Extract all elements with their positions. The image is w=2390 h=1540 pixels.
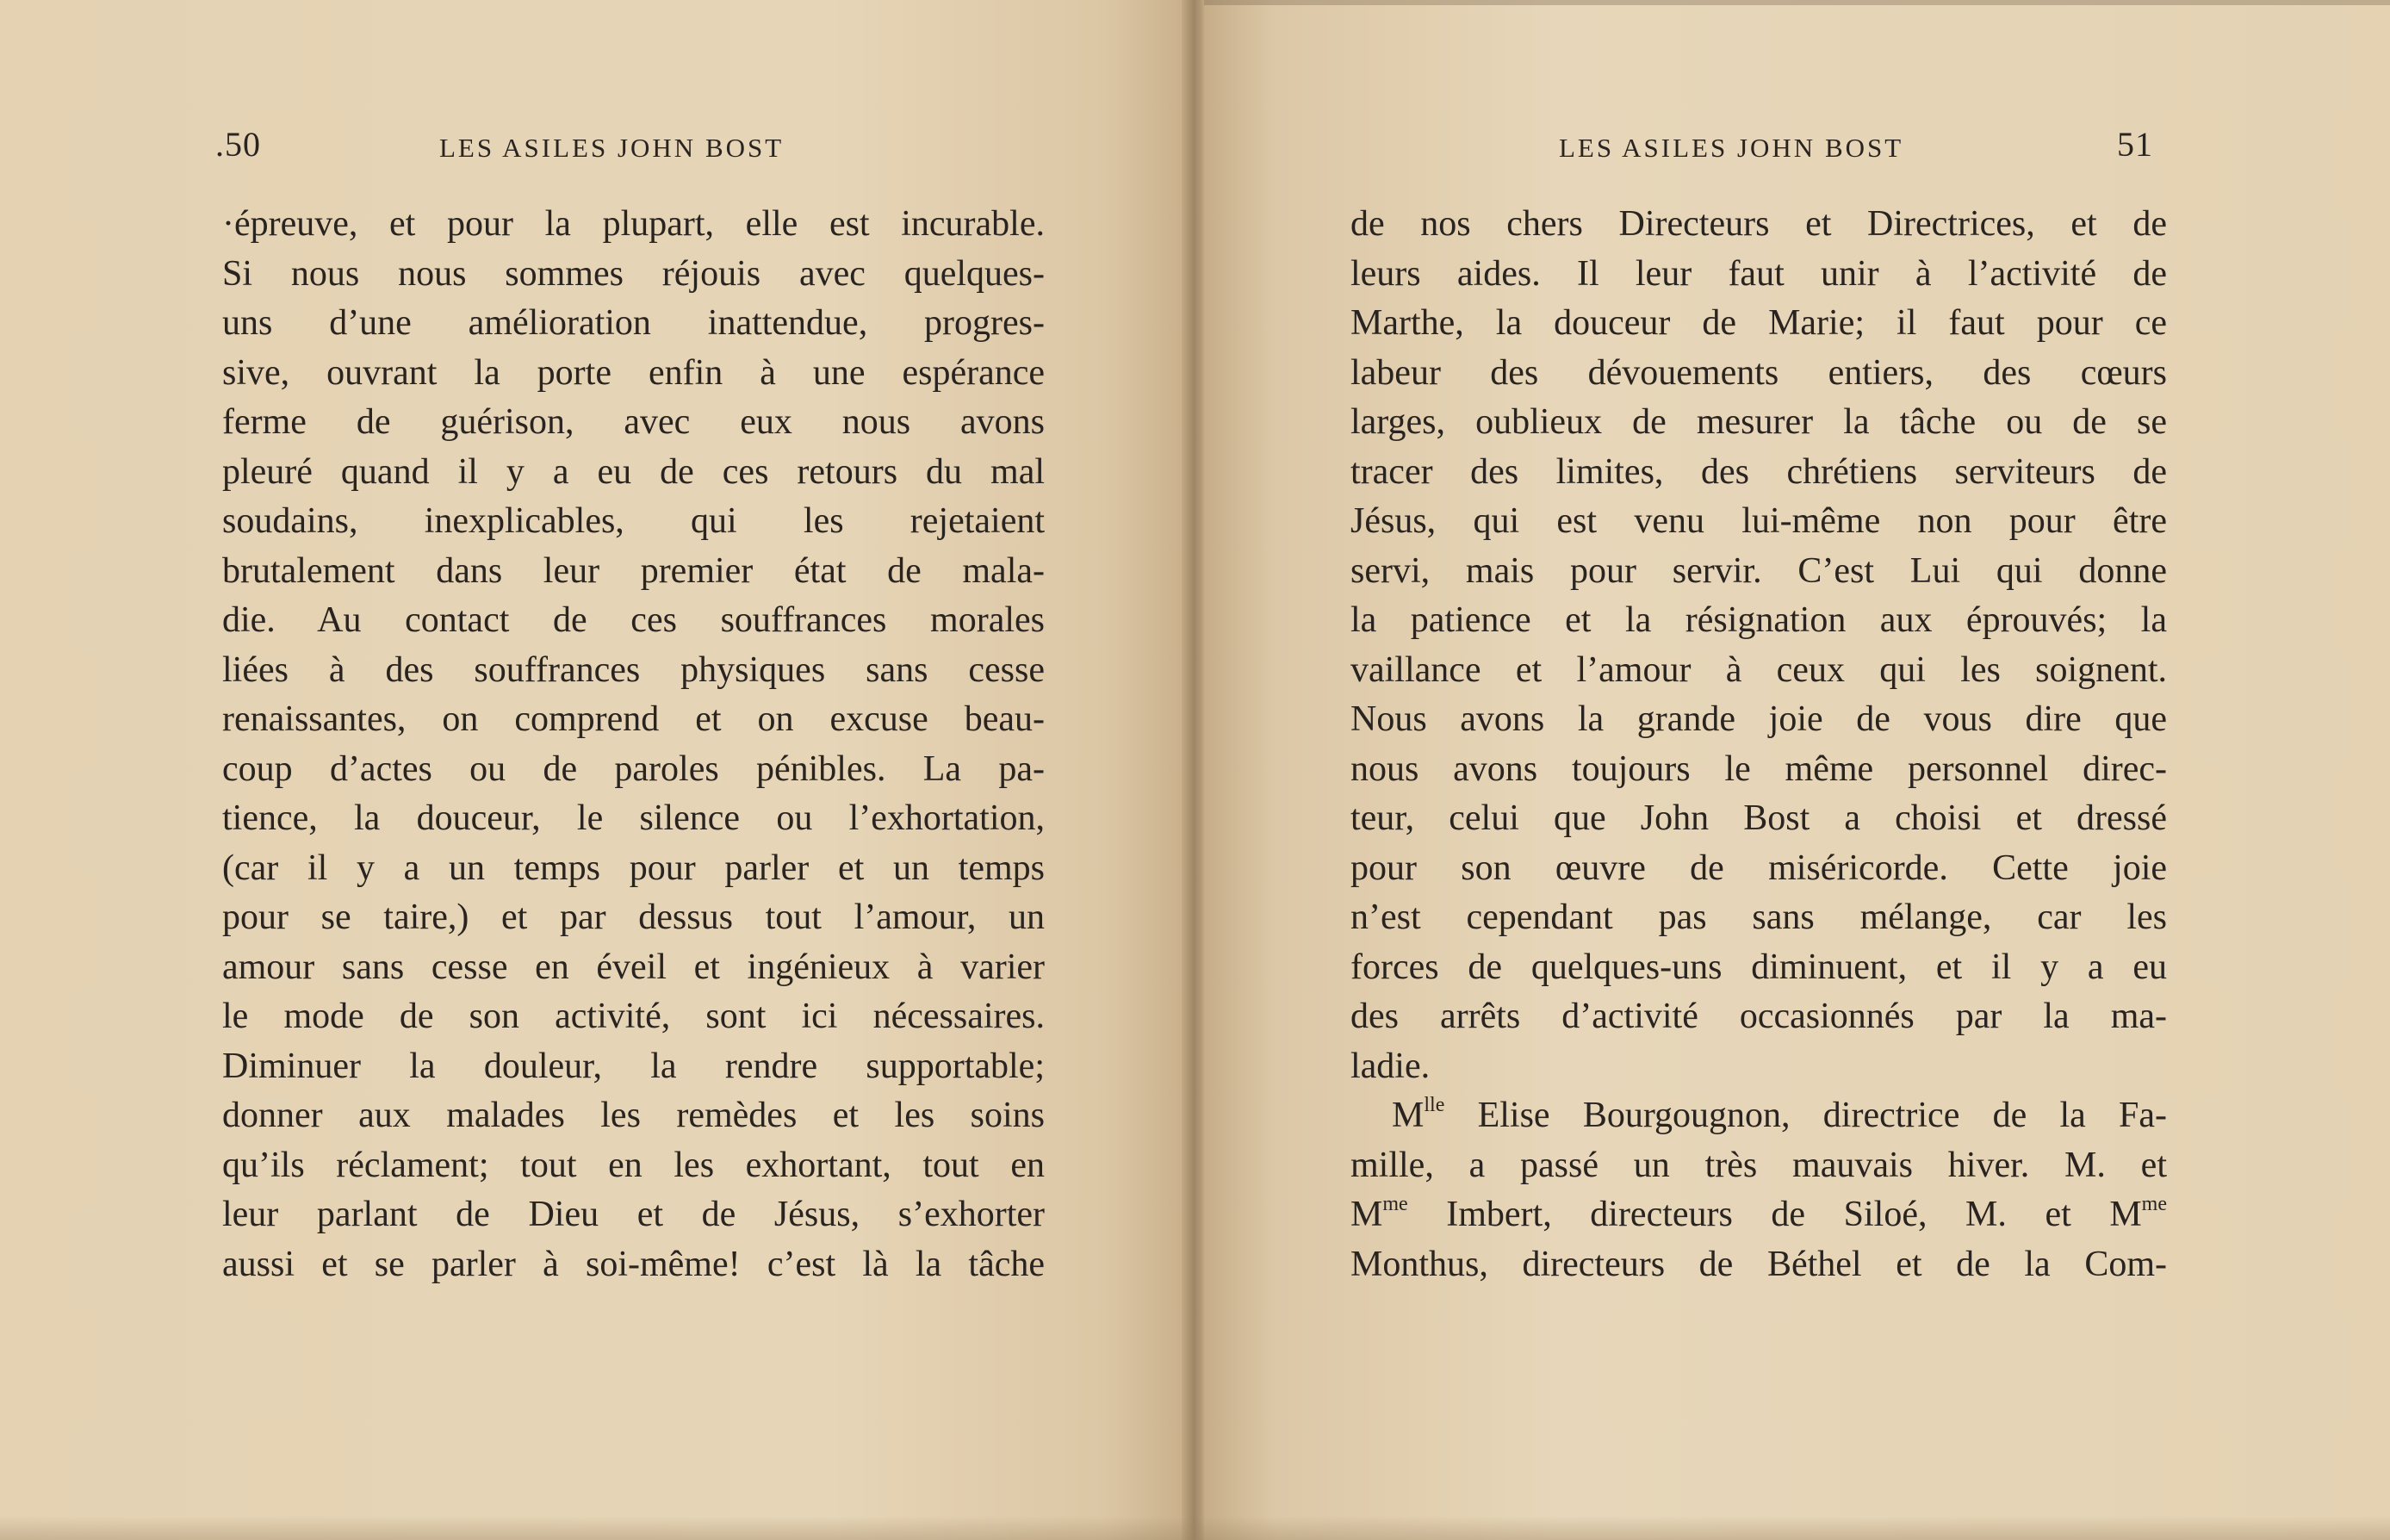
text-line: qu’ils réclament; tout en les exhortant, tout en: [222, 1145, 1045, 1185]
text-line: tracer des limites, des chrétiens serviteurs de: [1350, 451, 2167, 492]
text-line: amour sans cesse en éveil et ingénieux à varier: [222, 947, 1045, 987]
right-page: [1204, 0, 2390, 1540]
text-line: die. Au contact de ces souffrances morales: [222, 600, 1045, 640]
text-line: pour son œuvre de miséricorde. Cette joie: [1350, 848, 2167, 888]
running-head: LES ASILES JOHN BOST: [439, 133, 785, 163]
text-line: aussi et se parler à soi-même! c’est là la tâche: [222, 1244, 1045, 1284]
text-line: la patience et la résignation aux éprouvés; la: [1350, 600, 2167, 640]
text-line: ladie.: [1350, 1046, 1431, 1086]
text-line: (car il y a un temps pour parler et un temps: [222, 848, 1045, 888]
text-line: Diminuer la douleur, la rendre supportable;: [222, 1046, 1045, 1086]
text-line: pleuré quand il y a eu de ces retours du mal: [222, 451, 1045, 492]
text-line: Si nous nous sommes réjouis avec quelques-: [222, 253, 1045, 294]
text-line: Monthus, directeurs de Béthel et de la Com-: [1350, 1244, 2167, 1284]
text-line: larges, oublieux de mesurer la tâche ou de se: [1350, 402, 2167, 442]
text-line: ·épreuve, et pour la plupart, elle est incurable.: [222, 204, 1045, 244]
text-line: labeur des dévouements entiers, des cœurs: [1350, 352, 2167, 393]
left-page: [0, 0, 1187, 1540]
text-line: de nos chers Directeurs et Directrices, et de: [1350, 204, 2167, 244]
text-fragment: Elise Bourgougnon, directrice de la Fa-: [1444, 1096, 2167, 1135]
text-line: liées à des souffrances physiques sans cesse: [222, 649, 1045, 690]
text-line: tience, la douceur, le silence ou l’exhortation,: [222, 798, 1045, 838]
text-line: servi, mais pour servir. C’est Lui qui donne: [1350, 550, 2167, 591]
text-line: nous avons toujours le même personnel direc-: [1350, 748, 2167, 789]
text-fragment: M: [1350, 1195, 1383, 1234]
text-line: Marthe, la douceur de Marie; il faut pour ce: [1350, 303, 2167, 343]
text-line: uns d’une amélioration inattendue, progres-: [222, 303, 1045, 343]
text-line: brutalement dans leur premier état de mala-: [222, 550, 1045, 591]
text-line: teur, celui que John Bost a choisi et dressé: [1350, 798, 2167, 838]
text-line: Jésus, qui est venu lui-même non pour être: [1350, 501, 2167, 541]
page-number: .50: [215, 125, 261, 164]
body-text: [222, 200, 1045, 1289]
text-line: pour se taire,) et par dessus tout l’amour, un: [222, 897, 1045, 937]
text-line: le mode de son activité, sont ici nécessaires.: [222, 997, 1045, 1036]
page-edge-shadow: [1204, 0, 2390, 5]
text-line: leur parlant de Dieu et de Jésus, s’exhorter: [222, 1195, 1045, 1234]
page-edge-shadow: [0, 1516, 2390, 1540]
text-fragment: M: [1392, 1096, 1425, 1135]
text-line: soudains, inexplicables, qui les rejetaient: [222, 501, 1045, 541]
text-line: coup d’actes ou de paroles pénibles. La pa-: [222, 748, 1045, 789]
running-head: LES ASILES JOHN BOST: [1559, 133, 1904, 163]
superscript: lle: [1424, 1094, 1445, 1116]
text-line: forces de quelques-uns diminuent, et il y a eu: [1350, 947, 2167, 987]
text-line: [1350, 1091, 2167, 1141]
text-line: leurs aides. Il leur faut unir à l’activité de: [1350, 253, 2167, 294]
text-fragment: Imbert, directeurs de Siloé, M. et M: [1407, 1195, 2142, 1234]
text-line: Nous avons la grande joie de vous dire que: [1350, 699, 2167, 739]
text-line: des arrêts d’activité occasionnés par la ma-: [1350, 997, 2167, 1036]
text-line: ferme de guérison, avec eux nous avons: [222, 402, 1045, 442]
text-line: mille, a passé un très mauvais hiver. M. et: [1350, 1145, 2167, 1185]
text-line: renaissantes, on comprend et on excuse beau-: [222, 699, 1045, 739]
superscript: me: [1382, 1193, 1408, 1215]
text-line: sive, ouvrant la porte enfin à une espérance: [222, 352, 1045, 393]
page-number: 51: [2117, 125, 2153, 164]
superscript: me: [2141, 1193, 2167, 1215]
text-line: vaillance et l’amour à ceux qui les soignent.: [1350, 649, 2167, 690]
text-line: [1350, 1190, 2167, 1240]
text-line: n’est cependant pas sans mélange, car les: [1350, 897, 2167, 937]
text-line: donner aux malades les remèdes et les soins: [222, 1096, 1045, 1135]
body-text: [1350, 200, 2167, 1289]
